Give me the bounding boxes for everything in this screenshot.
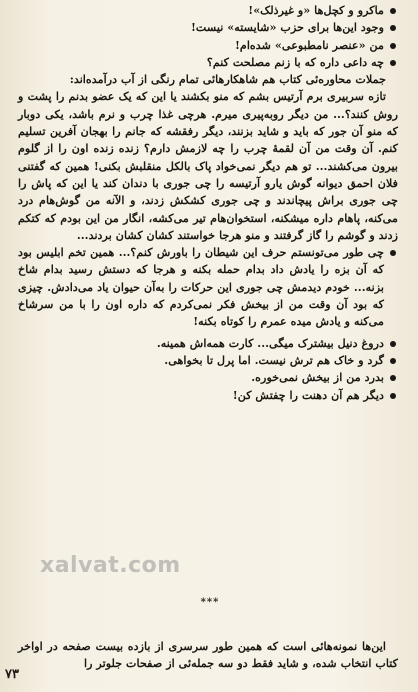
page-number: ۷۳ [5,667,19,682]
list-item: دیگر هم آن دهنت را چفتش کن! [18,387,398,404]
page-body [18,2,398,404]
watermark-text: xalvat.com [40,553,181,578]
closing-text: این‌ها نمونه‌هائی است که همین طور سرسری از بازده بیست صفحه در اواخر کتاب انتخاب شده، و شاید فقط دو سه جمله‌ئی از صفحات جلوتر را [18,639,398,670]
list-item: دروغ دنیل بیشترک میگی... کارت همه‌اش همینه. [18,335,398,352]
section-separator: *** [200,597,220,608]
list-item: من «عنصر نامطبوعی» شده‌ام! [18,37,398,54]
list-item: بدرد من از بیخش نمی‌خوره. [18,369,398,386]
list-item: چه داعی داره که با زنم مصلحت کنم؟ [18,54,398,71]
intro-paragraph: جملات محاوره‌ئی کتاب هم شاهکارهائی تمام رنگی از آب درآمده‌اند: [69,72,386,87]
quote-paragraph-1: تازه سربیری برم آرتیس بشم که منو بکشند یا این که یک عضو بدنم را پشت و روش کنند؟... من دیگر رو‌به‌پیری میرم. هرچی غذا چرب و نرم باشد، یکی دوبار که منو آن جور که باید و شاید بزنند، دیگر رفقشه که جانم را بهجان آفرین تسلیم کنم. آن وقت من آن لقمهٔ چرب را چه لازمش دارم؟ زنده زنده اون را از گلوم بیرون می‌کشند... تو هم دیگر نمی‌خواد پاک بالکل منقلبش بکنی! همین که گفتنی فلان احمق دیوانه گوش یارو آرتیسه را چی جوری با دندان کند یا این که پاش را چی جوری براش پیچاندند و چی جوری کشکش زدند، و الآنه من گوش‌هام درد می‌کنه، پاهام داره میشکنه، استخوان‌هام تیر می‌کشه، انگار من این بودم که کتکم زدند و گوشم را گاز گرفتند و منو هرجا خواستند کشان کشان بردند... [18,89,398,242]
list-item: ماکرو و کچل‌ها «و غیرذلک»! [18,2,398,19]
list-item: گرد و خاک هم ترش نیست. اما پرل تا بخواهی. [18,352,398,369]
list-item: وجود این‌ها برای حزب «شایسته» نیست! [18,19,398,36]
closing-paragraph [18,638,398,672]
quote-paragraph-2: چی طور می‌تونستم حرف این شیطان را باورش کنم؟... همین تخم ابلیس بود که آن بزه را یادش داد بدام حمله بکنه و هرجا که دستش رسید بدام شاخ بزنه... خودم دیدمش چی جوری این حرکات را به‌آن حیوان یاد می‌دادش. چیزی که بود آن وقت من از بیخش فکر نمی‌کردم که داره اون را با من سرشاخ می‌کنه و یادش میده عمرم را کوتاه بکنه! [18,244,398,330]
